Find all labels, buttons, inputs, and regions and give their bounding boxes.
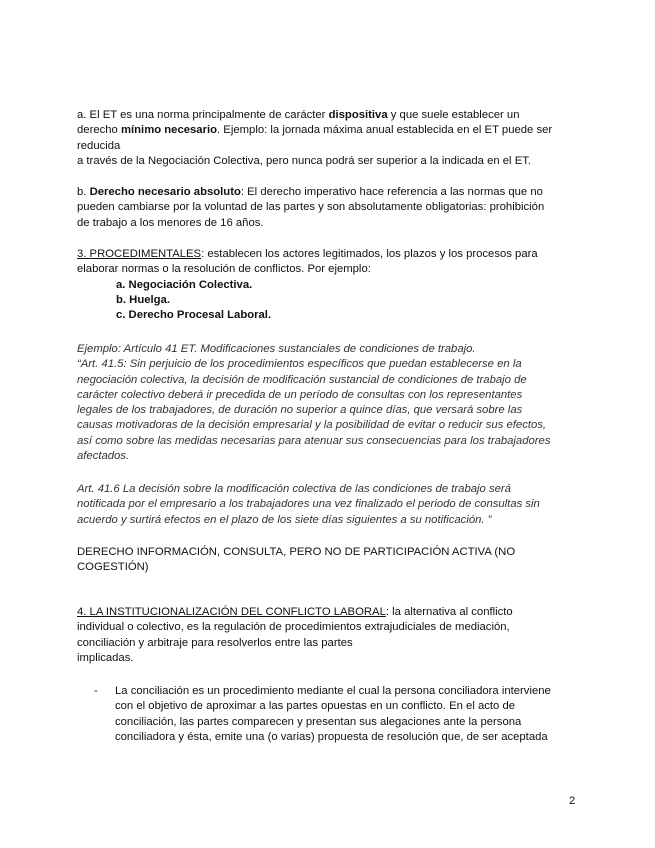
section-3-line-1 — [77, 247, 577, 262]
paragraph-a-line-3: reducida — [77, 139, 121, 152]
section-4-heading: 4. LA INSTITUCIONALIZACIÓN DEL CONFLICTO LABORAL — [77, 606, 386, 618]
example-line: notificada por el empresario a los trabajadores una vez finalizado el periodo de consultas sin — [77, 498, 540, 511]
paragraph-a-line-4: a través de la Negociación Colectiva, pero nunca podrá ser superior a la indicada en el ET. — [77, 154, 532, 167]
bullet-line: con el objetivo de aproximar a las partes opuestas en un conflicto. En el acto de — [115, 700, 516, 713]
paragraph-a-line-1 — [77, 108, 577, 123]
section-procedimentales — [77, 247, 577, 323]
paragraph-b-line-3: de trabajo a los menores de 16 años. — [77, 216, 264, 229]
bullet-line: conciliación, las partes comparecen y presentan sus alegaciones ante la persona — [115, 715, 522, 728]
section-4-line-2: individual o colectivo, es la regulación de procedimientos extrajudiciales de mediación, — [77, 621, 510, 634]
text: derecho — [77, 124, 121, 137]
example-line: acuerdo y surtirá efectos en el plazo de los siete días siguientes a su notificación. ” — [77, 513, 492, 526]
text: : la alternativa al conflicto — [385, 606, 513, 618]
text: y que suele establecer un — [387, 109, 520, 121]
paragraph-a — [77, 108, 577, 169]
text: : establecen los actores legitimados, los plazos y los procesos para — [201, 248, 538, 260]
example-line: Art. 41.6 La decisión sobre la modificación colectiva de las condiciones de trabajo será — [77, 483, 511, 495]
example-line: carácter colectivo deberá ir precedida de un período de consultas con los representantes — [77, 388, 523, 401]
section-4-line-4: implicadas. — [77, 651, 134, 664]
bold-text: mínimo necesario — [120, 124, 218, 137]
example-line: negociación colectiva, la decisión de modificación sustancial de condiciones de trabajo de — [77, 373, 527, 386]
section-4-line-3: conciliación y arbitraje para resolverlos entre las partes — [77, 636, 353, 649]
paragraph-b-line-2: pueden cambiarse por la voluntad de las partes y son absolutamente obligatorias: prohibición — [77, 201, 545, 214]
bold-text: dispositiva — [328, 109, 388, 121]
bullet-item — [95, 684, 575, 745]
section-4-line-1 — [77, 605, 577, 620]
text: : El derecho imperativo hace referencia a las normas que no — [240, 186, 543, 198]
bullet-line: La conciliación es un procedimiento mediante el cual la persona conciliadora interviene — [115, 685, 551, 697]
text: . Ejemplo: la jornada máxima anual establecida en el ET puede ser — [217, 124, 553, 137]
bold-text: Derecho necesario absoluto — [89, 186, 241, 198]
note-paragraph — [77, 545, 577, 576]
text: b. — [77, 186, 90, 198]
note-line: DERECHO INFORMACIÓN, CONSULTA, PERO NO DE PARTICIPACIÓN ACTIVA (NO — [77, 546, 516, 558]
list-item: c. Derecho Procesal Laboral. — [116, 309, 272, 322]
example-quote — [77, 342, 577, 464]
paragraph-b — [77, 185, 577, 231]
text: a. El ET es una norma principalmente de carácter — [77, 109, 329, 121]
section-3-heading: 3. PROCEDIMENTALES — [77, 248, 202, 260]
bullet-dash: - — [94, 685, 98, 697]
example-line: afectados. — [77, 450, 130, 463]
list-item: b. Huelga. — [116, 293, 170, 306]
example-line: Ejemplo: Artículo 41 ET. Modificaciones sustanciales de condiciones de trabajo. — [77, 343, 476, 355]
example-line: legales de los trabajadores, de duración no superior a quince días, que versará sobre las — [77, 404, 523, 417]
example-line: causas motivadoras de la decisión empresarial y la posibilidad de evitar o reducir sus efectos, — [77, 419, 547, 432]
note-line: COGESTIÓN) — [77, 561, 149, 574]
list-item: a. Negociación Colectiva. — [116, 278, 253, 291]
bullet-text — [95, 684, 575, 745]
paragraph-a-line-2 — [77, 123, 577, 138]
page-number: 2 — [569, 795, 576, 807]
paragraph-b-line-1 — [77, 185, 577, 200]
example-line: así como sobre las medidas necesarias para atenuar sus consecuencias para los trabajadores — [77, 434, 551, 447]
bullet-line: conciliadora y ésta, emite una (o varias) propuesta de resolución que, de ser aceptada — [115, 730, 548, 743]
example-line: “Art. 41.5: Sin perjuicio de los procedimientos específicos que puedan establecerse en la — [77, 358, 522, 371]
example-quote-2 — [77, 482, 577, 528]
section-3-line-2: elaborar normas o la resolución de conflictos. Por ejemplo: — [77, 263, 371, 276]
section-institucionalizacion — [77, 605, 577, 666]
